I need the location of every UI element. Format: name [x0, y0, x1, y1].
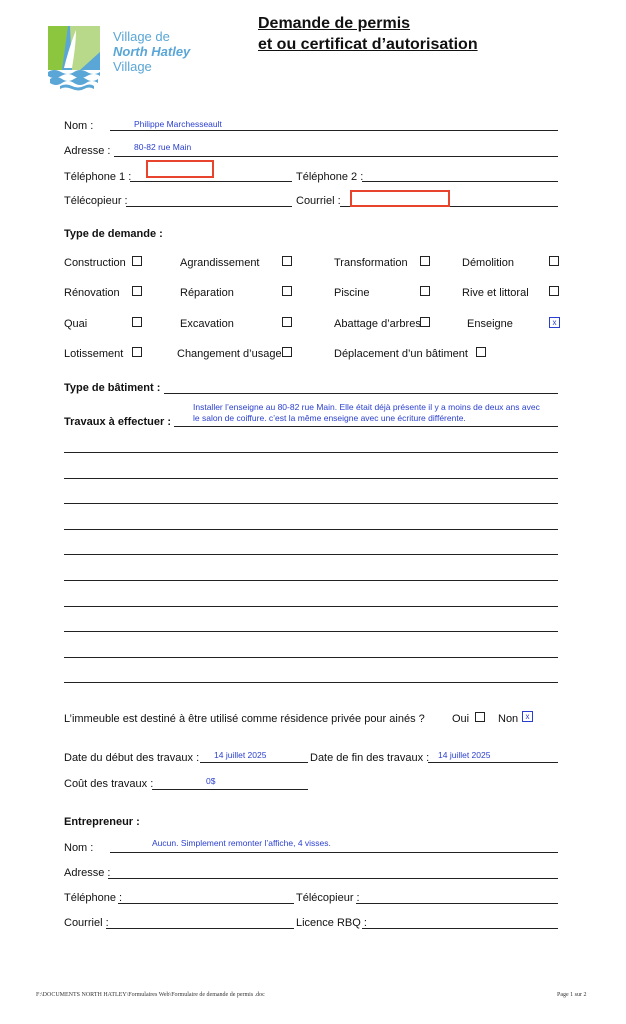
- request-option-checkbox-reparation[interactable]: [282, 286, 292, 296]
- email-label: Courriel :: [296, 195, 341, 207]
- work-label: Travaux à effectuer :: [64, 416, 171, 428]
- seniors-yes-checkbox[interactable]: [475, 712, 485, 722]
- phone1-redacted-field[interactable]: [146, 160, 214, 178]
- building-type-line: [164, 393, 558, 394]
- request-option-checkbox-lotissement[interactable]: [132, 347, 142, 357]
- start-date-line: [200, 762, 308, 763]
- end-date-line: [428, 762, 558, 763]
- end-date-field[interactable]: 14 juillet 2025: [438, 750, 491, 760]
- request-option-checkbox-piscine[interactable]: [420, 286, 430, 296]
- request-option-label-demolition: Démolition: [462, 257, 514, 269]
- name-field[interactable]: Philippe Marchesseault: [134, 119, 222, 129]
- request-option-label-lotissement: Lotissement: [64, 348, 124, 360]
- contractor-heading: Entrepreneur :: [64, 816, 140, 828]
- request-option-label-construction: Construction: [64, 257, 126, 269]
- phone1-line: [130, 181, 292, 182]
- seniors-question: L’immeuble est destiné à être utilisé comme résidence privée pour ainés ?: [64, 713, 425, 725]
- address-line: [114, 156, 558, 157]
- request-option-label-deplacement-d-un-batiment: Déplacement d’un bâtiment: [334, 348, 468, 360]
- building-type-label: Type de bâtiment :: [64, 382, 161, 394]
- work-line-8: [64, 631, 558, 632]
- request-option-checkbox-construction[interactable]: [132, 256, 142, 266]
- request-option-checkbox-rive-et-littoral[interactable]: [549, 286, 559, 296]
- page-title-line2: et ou certificat d’autorisation: [258, 36, 478, 53]
- village-logo: [46, 22, 108, 92]
- work-line-9: [64, 657, 558, 658]
- address-field[interactable]: 80-82 rue Main: [134, 142, 192, 152]
- seniors-yes-label: Oui: [452, 713, 470, 725]
- cost-field[interactable]: 0$: [206, 776, 216, 786]
- request-option-label-piscine: Piscine: [334, 287, 370, 299]
- request-option-label-changement-d-usage: Changement d’usage: [177, 348, 282, 360]
- footer-file-path: F:\DOCUMENTS NORTH HATLEY\Formulaires Web\Formulaire de demande de permis .doc: [36, 992, 265, 998]
- start-date-label: Date du début des travaux :: [64, 752, 200, 764]
- contractor-rbq-label: Licence RBQ :: [296, 917, 367, 929]
- request-option-label-abattage-d-arbres: Abattage d’arbres: [334, 318, 421, 330]
- request-option-label-transformation: Transformation: [334, 257, 408, 269]
- request-option-checkbox-abattage-d-arbres[interactable]: [420, 317, 430, 327]
- end-date-label: Date de fin des travaux :: [310, 752, 430, 764]
- contractor-fax-line: [356, 903, 558, 904]
- request-option-label-reparation: Réparation: [180, 287, 234, 299]
- contractor-name-line: [110, 852, 558, 853]
- page-title-line1: Demande de permis: [258, 15, 411, 32]
- name-line: [110, 130, 558, 131]
- contractor-fax-label: Télécopieur :: [296, 892, 360, 904]
- request-option-checkbox-quai[interactable]: [132, 317, 142, 327]
- footer-page-number: Page 1 sur 2: [557, 992, 587, 998]
- request-option-checkbox-transformation[interactable]: [420, 256, 430, 266]
- request-option-label-excavation: Excavation: [180, 318, 234, 330]
- logo-line1: Village de: [113, 29, 170, 44]
- start-date-field[interactable]: 14 juillet 2025: [214, 750, 267, 760]
- request-option-checkbox-agrandissement[interactable]: [282, 256, 292, 266]
- cost-line: [152, 789, 308, 790]
- request-option-checkbox-demolition[interactable]: [549, 256, 559, 266]
- fax-label: Télécopieur :: [64, 195, 128, 207]
- phone2-label: Téléphone 2 :: [296, 171, 364, 183]
- address-label: Adresse :: [64, 145, 111, 157]
- phone2-line: [362, 181, 558, 182]
- email-redacted-field[interactable]: [350, 190, 450, 207]
- work-field[interactable]: Installer l’enseigne au 80-82 rue Main. Elle était déjà présente il y a moins de deux ans avec le salon de coiffure. c’est la même enseigne avec une écriture différente.: [193, 402, 540, 423]
- cost-label: Coût des travaux :: [64, 778, 154, 790]
- contractor-email-line: [106, 928, 294, 929]
- work-line-3: [64, 503, 558, 504]
- request-option-label-agrandissement: Agrandissement: [180, 257, 260, 269]
- phone1-label: Téléphone 1 :: [64, 171, 132, 183]
- contractor-address-line: [108, 878, 558, 879]
- seniors-no-label: Non: [498, 713, 519, 725]
- logo-line3: Village: [113, 59, 152, 74]
- contractor-name-label: Nom :: [64, 842, 94, 854]
- request-option-checkbox-deplacement-d-un-batiment[interactable]: [476, 347, 486, 357]
- contractor-rbq-line: [362, 928, 558, 929]
- work-line-1: [64, 452, 558, 453]
- request-option-label-quai: Quai: [64, 318, 88, 330]
- work-line-4: [64, 529, 558, 530]
- logo-line2: North Hatley: [113, 44, 191, 59]
- contractor-name-field[interactable]: Aucun. Simplement remonter l’affiche, 4 visses.: [152, 838, 331, 848]
- work-line-7: [64, 606, 558, 607]
- work-line-10: [64, 682, 558, 683]
- contractor-phone-label: Téléphone :: [64, 892, 123, 904]
- contractor-phone-line: [118, 903, 294, 904]
- request-type-heading: Type de demande :: [64, 228, 163, 240]
- work-line-5: [64, 554, 558, 555]
- fax-line: [126, 206, 292, 207]
- request-option-label-enseigne: Enseigne: [467, 318, 513, 330]
- request-option-checkbox-renovation[interactable]: [132, 286, 142, 296]
- name-label: Nom :: [64, 120, 94, 132]
- request-option-checkbox-changement-d-usage[interactable]: [282, 347, 292, 357]
- request-option-label-renovation: Rénovation: [64, 287, 120, 299]
- contractor-email-label: Courriel :: [64, 917, 109, 929]
- work-line-6: [64, 580, 558, 581]
- request-option-checkbox-enseigne[interactable]: x: [549, 317, 560, 328]
- request-option-label-rive-et-littoral: Rive et littoral: [462, 287, 529, 299]
- seniors-no-checkbox[interactable]: x: [522, 711, 533, 722]
- work-line-2: [64, 478, 558, 479]
- request-option-checkbox-excavation[interactable]: [282, 317, 292, 327]
- contractor-address-label: Adresse :: [64, 867, 111, 879]
- work-line-0: [174, 426, 558, 427]
- village-logo-icon: [46, 22, 108, 92]
